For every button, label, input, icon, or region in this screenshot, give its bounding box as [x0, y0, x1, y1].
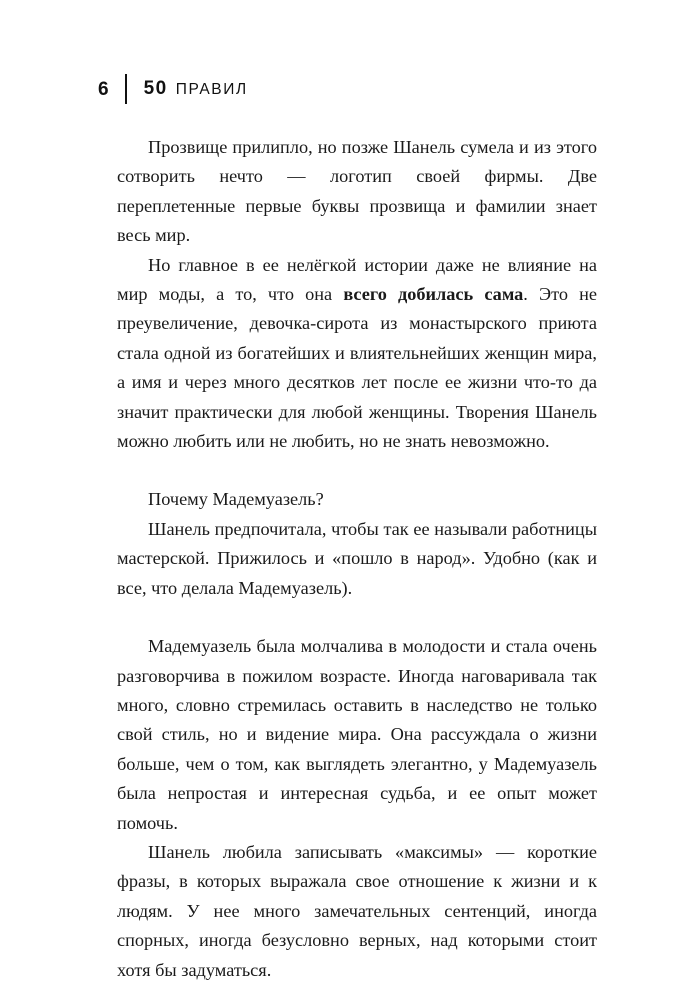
folio-number: 6	[98, 78, 109, 100]
paragraph: Прозвище прилипло, но позже Шанель сумела и из этого сотворить нечто — логотип своей фирмы. Две переплетенные первые буквы прозвища и фамилии знает весь мир.	[117, 137, 597, 246]
page-header	[98, 72, 248, 106]
running-head	[127, 78, 248, 100]
paragraph	[117, 251, 597, 457]
paragraph: Шанель любила записывать «максимы» — короткие фразы, в которых выражала свое отношение к жизни и к людям. У нее много замечательных сентенций, иногда спорных, иногда безусловно верных, над которыми стоит хотя бы задуматься.	[117, 841, 597, 980]
emphasis-text: всего добилась сама	[343, 284, 524, 305]
page-body	[117, 133, 597, 985]
paragraph-text-tail: . Это не преувеличение, девочка-сирота из монастырского приюта стала одной из богатейших и влиятельнейших женщин мира, а имя и через много десятков лет после ее жизни что-то да значит практически для любой женщины. Творения Шанель можно любить или не любить, но не знать невозможно.	[117, 284, 597, 452]
paragraph-text-lead: Но главное в ее нелёгкой истории даже не влияние на мир моды, а то, что она	[117, 254, 597, 305]
paragraph: Мадемуазель была молчалива в молодости и стала очень разговорчива в пожилом возрасте. Иногда наговаривала так много, словно стремилась оставить в наследство не только свой стиль, но и видение мира. Она рассуждала о жизни больше, чем о том, как выглядеть элегантно, у Мадемуазель была непростая и интересная судьба, и ее опыт может помочь.	[117, 636, 597, 833]
running-head-word: ПРАВИЛ	[175, 81, 248, 98]
running-head-number: 50	[143, 78, 168, 99]
paragraph: Шанель предпочитала, чтобы так ее называли работницы мастерской. Прижилось и «пошло в народ». Удобно (как и все, что делала Мадемуазель).	[117, 518, 597, 598]
paragraph: Почему Мадемуазель?	[148, 489, 324, 510]
